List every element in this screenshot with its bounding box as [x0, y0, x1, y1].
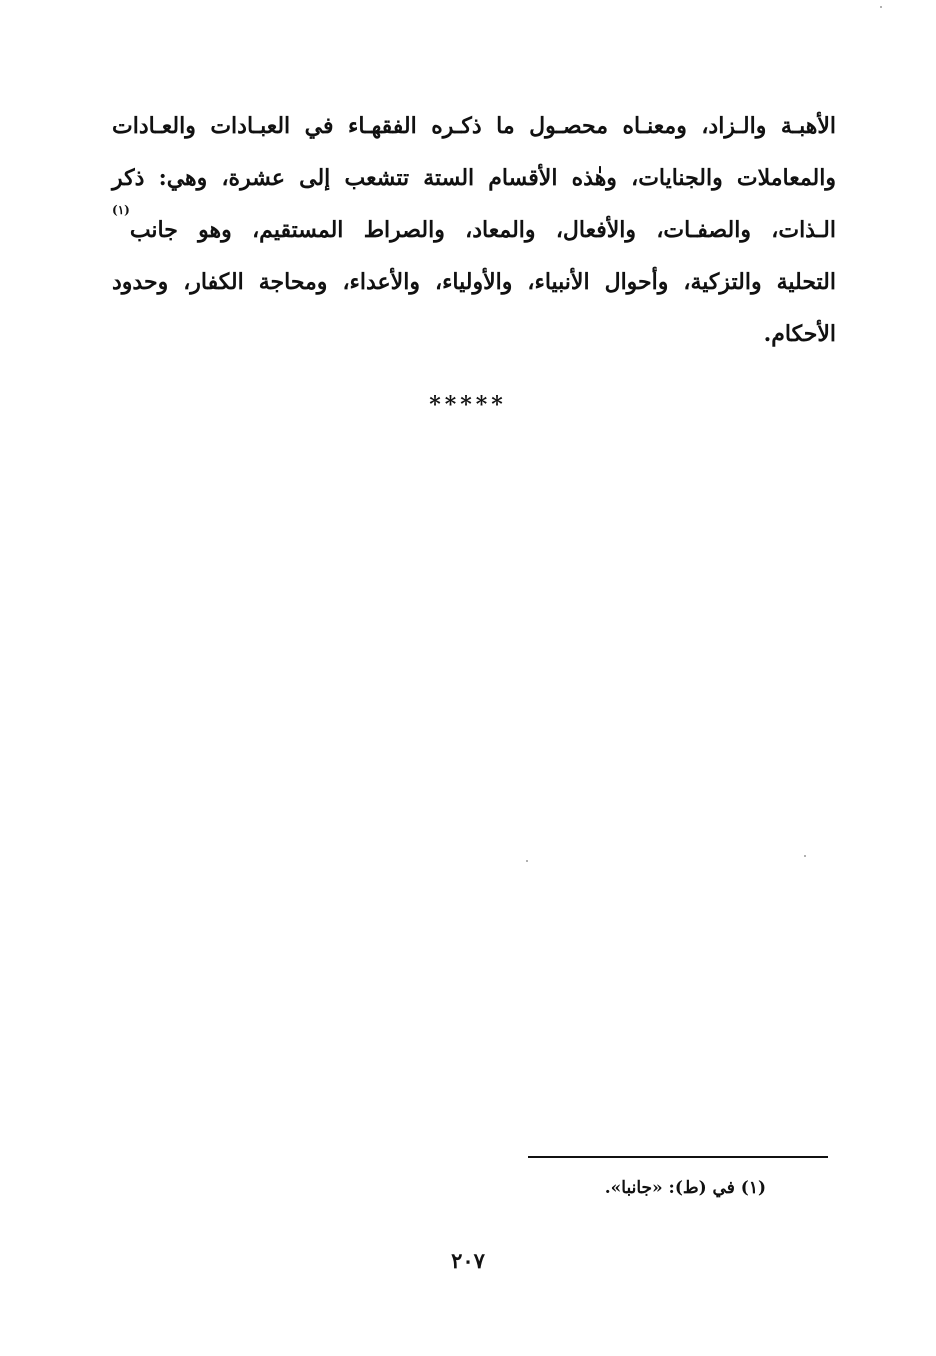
text-line-4: التحلية والتزكية، وأحوال الأنبياء، والأولياء، والأعداء، ومحاجة الكفار، وحدود	[112, 269, 836, 295]
section-separator: *****	[429, 392, 507, 418]
text-line-3-content: الـذات، والصفـات، والأفعال، والمعاد، والصراط المستقيم، وهو جانب	[129, 217, 836, 243]
body-paragraph	[112, 100, 836, 360]
footnote-reference: (١)	[112, 203, 130, 217]
footnote: (١) في (ط): «جانبا».	[604, 1178, 766, 1198]
text-line-3	[112, 204, 836, 256]
text-line-5: الأحكام.	[763, 321, 836, 347]
text-line-2: والمعاملات والجنايات، وهٰذه الأقسام الستة تتشعب إلى عشرة، وهي: ذكر	[112, 165, 836, 191]
footnote-divider	[528, 1156, 828, 1158]
scan-speck	[804, 855, 806, 857]
page-number: ٢٠٧	[451, 1248, 485, 1273]
text-line-1: الأهبـة والـزاد، ومعنـاه محصـول ما ذكـره الفقهـاء في العبـادات والعـادات	[112, 113, 836, 139]
scan-speck	[526, 860, 528, 862]
scan-speck	[880, 6, 882, 8]
